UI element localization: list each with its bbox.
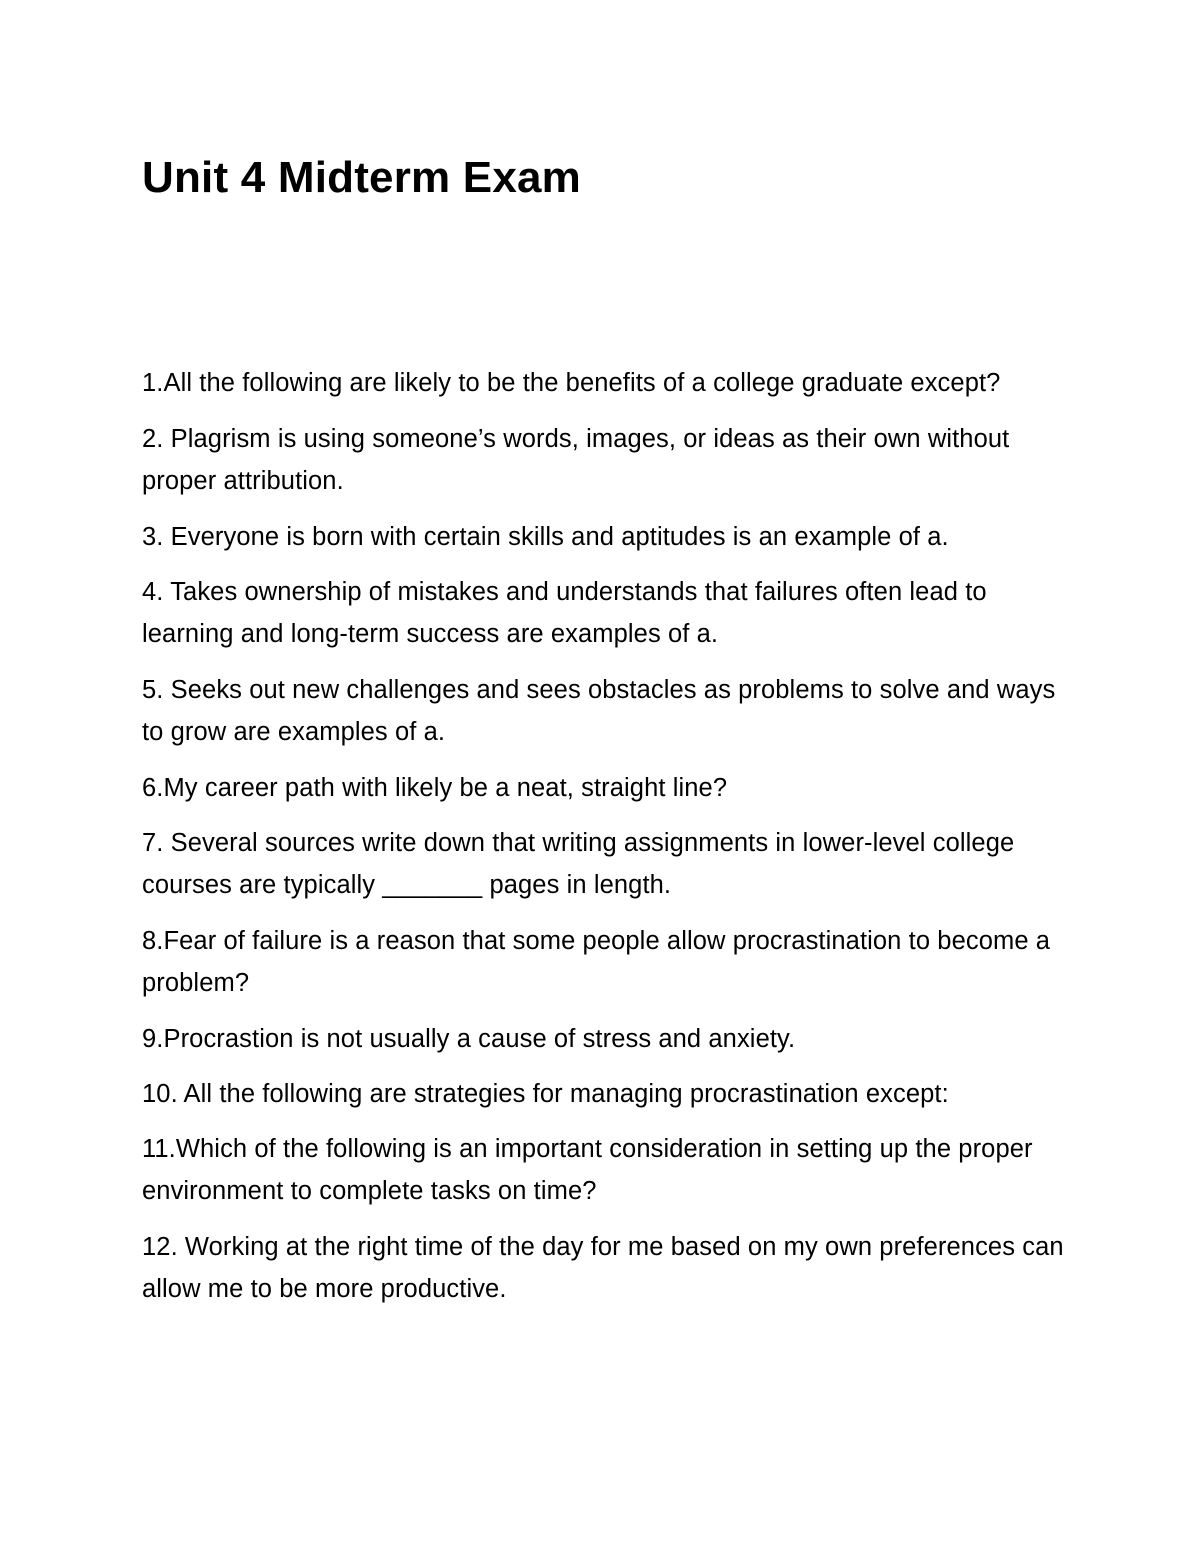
question-item: 9.Procrastion is not usually a cause of stress and anxiety. xyxy=(142,1025,796,1053)
question-item: 5. Seeks out new challenges and sees obstacles as problems to solve and ways to grow are examples of a. xyxy=(142,676,1056,746)
question-list xyxy=(142,362,1072,1324)
question-item: 7. Several sources write down that writing assignments in lower-level college courses are typically _______ pages in length. xyxy=(142,829,1015,899)
question-item: 2. Plagrism is using someone’s words, images, or ideas as their own without proper attribution. xyxy=(142,425,1010,495)
question-item: 8.Fear of failure is a reason that some people allow procrastination to become a problem? xyxy=(142,927,1051,997)
question-item: 4. Takes ownership of mistakes and understands that failures often lead to learning and long-term success are examples of a. xyxy=(142,578,987,648)
question-item: 11.Which of the following is an important consideration in setting up the proper environment to complete tasks on time? xyxy=(142,1135,1033,1205)
question-item: 6.My career path with likely be a neat, straight line? xyxy=(142,774,728,802)
document-title: Unit 4 Midterm Exam xyxy=(142,153,582,202)
question-item: 1.All the following are likely to be the benefits of a college graduate except? xyxy=(142,369,1001,397)
question-item: 3. Everyone is born with certain skills and aptitudes is an example of a. xyxy=(142,523,949,551)
question-item: 10. All the following are strategies for managing procrastination except: xyxy=(142,1080,949,1108)
question-item: 12. Working at the right time of the day for me based on my own preferences can allow me to be more productive. xyxy=(142,1233,1064,1303)
